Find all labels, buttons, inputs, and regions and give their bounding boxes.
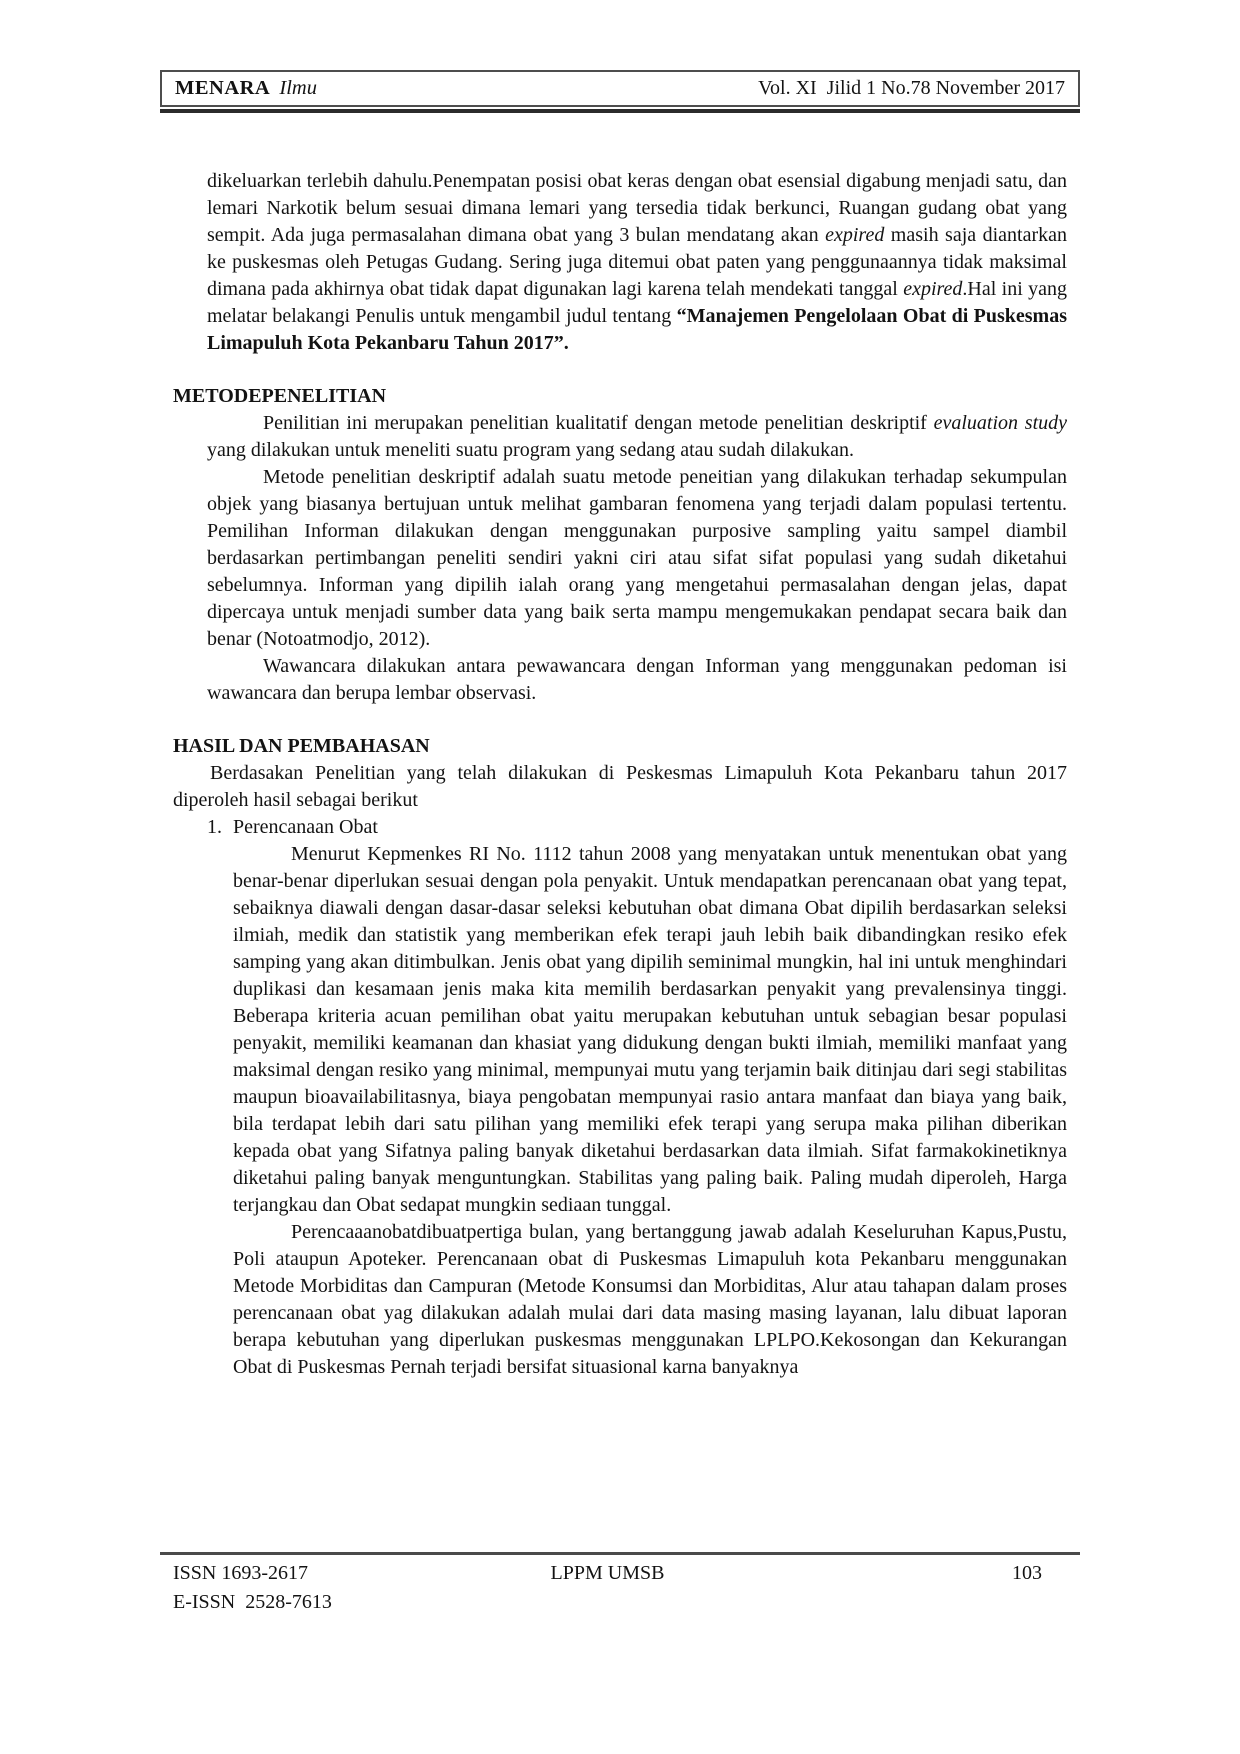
paragraph bbox=[233, 1219, 1067, 1381]
issn-block bbox=[160, 1559, 433, 1617]
issn: ISSN 1693-2617 bbox=[173, 1562, 309, 1584]
text-run: Perencaaanobatdibuatpertiga bulan, yang bertanggung jawab adalah Keseluruhan Kapus,Pustu, Poli ataupun Apoteker. Perencanaan obat di Puskesmas Limapuluh kota Pekanbaru menggunakan Metode Morbiditas dan Campuran (Metode Konsumsi dan Morbiditas, Alur atau tahapan dalam proses perencanaan obat yag dilakukan adalah mulai dari data masing masing layanan, lalu dibuat laporan berapa kebutuhan yang diperlukan puskesmas menggunakan LPLPO.Kekosongan dan Kekurangan Obat di Puskesmas Pernah terjadi bersifat situasional karna banyaknya bbox=[233, 1221, 1067, 1378]
text-run: .Hal ini yang melatar belakangi Penulis untuk mengambil judul tentang bbox=[207, 278, 1067, 327]
eissn: E-ISSN 2528-7613 bbox=[173, 1591, 332, 1613]
text-run: Wawancara dilakukan antara pewawancara dengan Informan yang menggunakan pedoman isi wawancara dan berupa lembar observasi. bbox=[207, 655, 1067, 704]
text-run: Berdasakan Penelitian yang telah dilakukan di Peskesmas Limapuluh Kota Pekanbaru tahun 2017 diperoleh hasil sebagai berikut bbox=[173, 762, 1067, 811]
journal-title-bold: MENARA bbox=[175, 77, 271, 99]
paragraph bbox=[173, 760, 1067, 814]
italic-text: expired bbox=[903, 278, 963, 300]
section-heading: METODEPENELITIAN bbox=[173, 385, 387, 407]
journal-title bbox=[175, 75, 317, 101]
paragraph bbox=[207, 168, 1067, 357]
paragraph bbox=[233, 841, 1067, 1219]
page-footer bbox=[160, 1552, 1080, 1617]
list-text: Perencanaan Obat bbox=[233, 816, 378, 838]
paragraph bbox=[207, 464, 1067, 653]
footer-row bbox=[160, 1555, 1080, 1617]
issue-info: Vol. XI Jilid 1 No.78 November 2017 bbox=[758, 77, 1065, 99]
text-run: masih saja diantarkan ke puskesmas oleh Petugas Gudang. Sering juga ditemui obat paten yang penggunaannya tidak maksimal dimana pada akhirnya obat tidak dapat digunakan lagi karena telah mendekati tanggal bbox=[207, 224, 1067, 300]
page-number: 103 bbox=[1012, 1562, 1042, 1584]
paragraph bbox=[207, 653, 1067, 707]
text-run: Menurut Kepmenkes RI No. 1112 tahun 2008 yang menyatakan untuk menentukan obat yang benar-benar diperlukan sesuai dengan pola penyakit. Untuk mendapatkan perencanaan obat yang tepat, sebaiknya diawali dengan dasar-dasar seleksi kebutuhan obat dimana Obat dipilih berdasarkan seleksi ilmiah, medik dan statistik yang memberikan efek terapi jauh lebih baik dibandingkan resiko efek samping yang akan ditimbulkan. Jenis obat yang dipilih seminimal mungkin, hal ini untuk menghindari duplikasi dan kesamaan jenis maka kita memilih berdasarkan penyakit yang prevalensinya tinggi. Beberapa kriteria acuan pemilihan obat yaitu merupakan kebutuhan untuk sebagian besar populasi penyakit, memiliki keamanan dan khasiat yang didukung dengan bukti ilmiah, memiliki manfaat yang maksimal dengan resiko yang minimal, mempunyai mutu yang terjamin baik ditinjau dari segi stabilitas maupun bioavailabilitasnya, biaya pengobatan mempunyai rasio antara manfaat dan biaya yang baik, bila terdapat lebih dari satu pilihan yang memiliki efek terapi yang serupa maka pilihan diberikan kepada obat yang Sifatnya paling banyak diketahui berdasarkan data ilmiah. Sifat farmakokinetiknya diketahui paling banyak menguntungkan. Stabilitas yang paling baik. Paling mudah diperoleh, Harga terjangkau dan Obat sedapat mungkin sediaan tunggal. bbox=[233, 843, 1067, 1216]
paragraph bbox=[207, 410, 1067, 464]
journal-header-box bbox=[160, 70, 1080, 107]
list-number: 1. bbox=[207, 816, 222, 838]
text-run: Metode penelitian deskriptif adalah suatu metode peneitian yang dilakukan terhadap sekumpulan objek yang biasanya bertujuan untuk melihat gambaran fenomena yang terjadi dalam populasi tertentu. Pemilihan Informan dilakukan dengan menggunakan purposive sampling yaitu sampel diambil berdasarkan pertimbangan peneliti sendiri yakni ciri atau sifat sifat populasi yang sudah diketahui sebelumnya. Informan yang dipilih ialah orang yang mengetahui permasalahan dengan jelas, dapat dipercaya untuk menjadi sumber data yang baik serta mampu mengemukakan pendapat secara baik dan benar (Notoatmodjo, 2012). bbox=[207, 466, 1067, 650]
header-rule bbox=[160, 109, 1080, 113]
text-run: yang dilakukan untuk meneliti suatu program yang sedang atau sudah dilakukan. bbox=[207, 439, 855, 461]
section-heading: HASIL DAN PEMBAHASAN bbox=[173, 735, 430, 757]
italic-text: evaluation study bbox=[933, 412, 1067, 434]
publisher: LPPM UMSB bbox=[550, 1562, 665, 1584]
list-item bbox=[207, 814, 1067, 841]
article-body bbox=[173, 168, 1067, 1381]
text-run: Penilitian ini merupakan penelitian kualitatif dengan metode penelitian deskriptif bbox=[263, 412, 934, 434]
journal-title-italic: Ilmu bbox=[279, 77, 317, 99]
italic-text: expired bbox=[825, 224, 885, 246]
text-run: dikeluarkan terlebih dahulu.Penempatan posisi obat keras dengan obat esensial digabung menjadi satu, dan lemari Narkotik belum sesuai dimana lemari yang tersedia tidak berkunci, Ruangan gudang obat yang sempit. Ada juga permasalahan dimana obat yang 3 bulan mendatang akan bbox=[207, 170, 1067, 246]
bold-text: “Manajemen Pengelolaan Obat di Puskesmas Limapuluh Kota Pekanbaru Tahun 2017”. bbox=[207, 305, 1067, 354]
journal-header bbox=[160, 70, 1080, 113]
